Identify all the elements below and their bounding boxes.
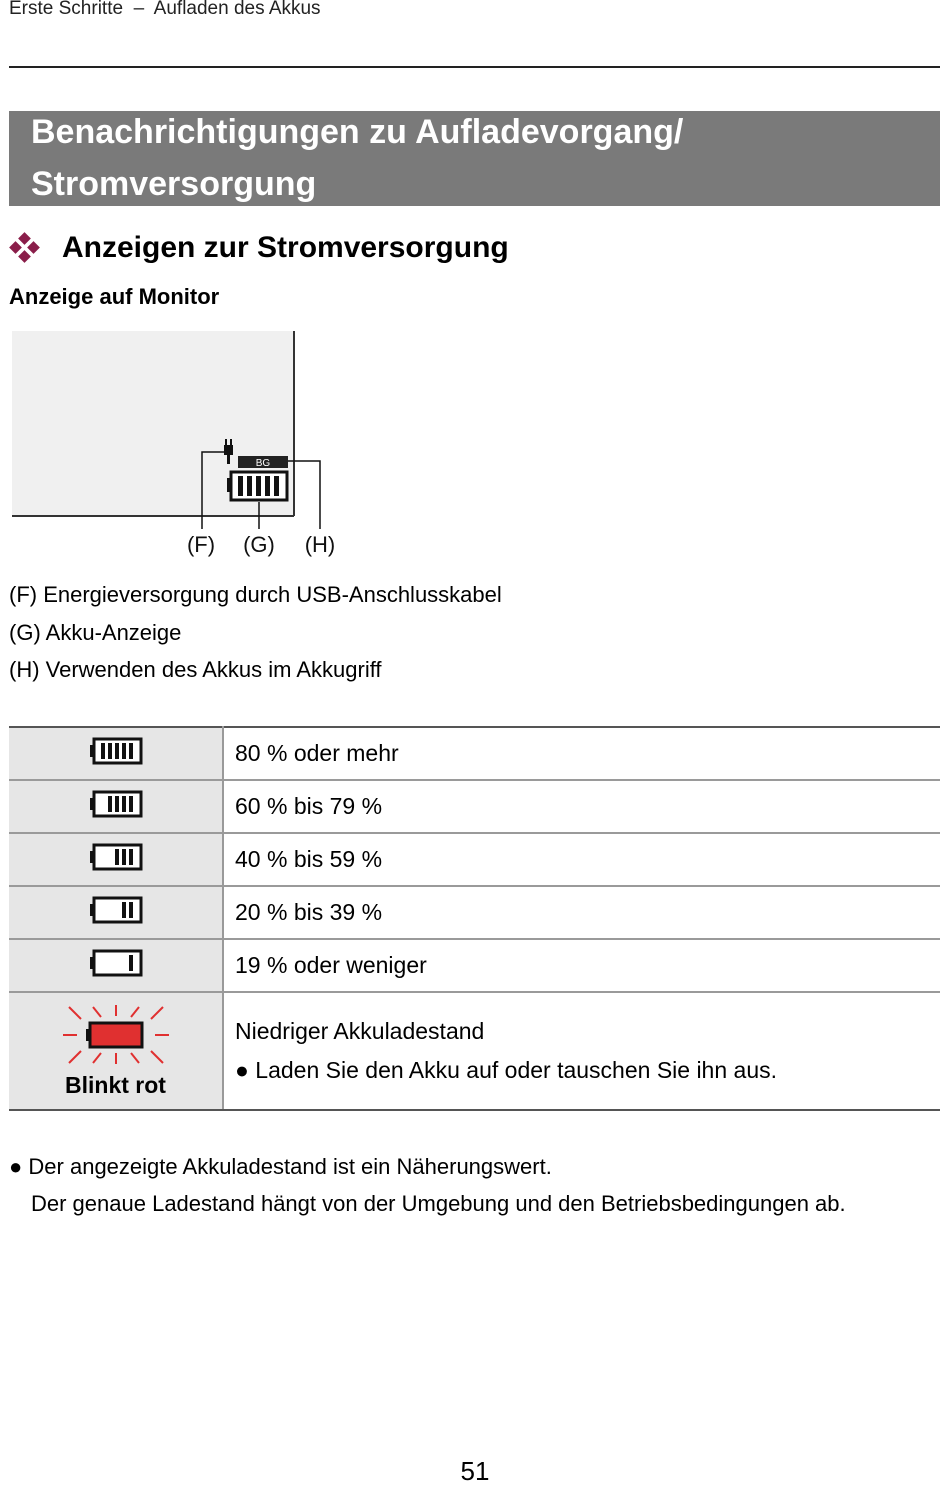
blink-red-label: Blinkt rot [65,1072,166,1098]
section-title-bar [9,111,940,206]
callout-f: (F) [186,532,216,557]
low-battery-bullet-text: Laden Sie den Akku auf oder tauschen Sie ihn aus. [255,1057,778,1083]
subsection-heading [10,226,509,270]
low-battery-bullet: ● Laden Sie den Akku auf oder tauschen Sie ihn aus. [235,1057,778,1083]
table-row [9,886,940,939]
page-number: 51 [460,1456,490,1486]
table-row [9,939,940,992]
low-battery-title: Niedriger Akkuladestand [235,1018,485,1044]
description-g: (G) Akku-Anzeige [9,620,182,645]
battery-grip-label [238,456,288,469]
table-row [9,780,940,833]
battery-indicator-icon [227,472,287,500]
table-row [9,992,940,1110]
battery-4-bars-icon [89,789,143,819]
diamond-cluster-icon [10,233,40,263]
note-line-1: Der angezeigte Akkuladestand ist ein Näherungswert. [28,1154,552,1179]
table-row [9,833,940,886]
battery-empty-blinking-icon [61,1003,171,1065]
table-row [9,727,940,780]
level-text: 40 % bis 59 % [223,833,940,886]
callout-h: (H) [304,532,336,557]
header-rule [9,66,940,68]
level-text: 80 % oder mehr [223,727,940,780]
subsection-title: Anzeigen zur Stromversorgung [62,231,509,264]
battery-2-bars-icon [89,895,143,925]
battery-level-table [9,726,940,1111]
level-text: 20 % bis 39 % [223,886,940,939]
section-title-line-1: Benachrichtigungen zu Aufladevorgang/ [31,113,684,151]
breadcrumb: Erste Schritte – Aufladen des Akkus [9,0,321,19]
bg-label-text: BG [255,458,271,469]
section-title-line-2: Stromversorgung [31,165,317,203]
level-text: 60 % bis 79 % [223,780,940,833]
monitor-diagram [12,331,336,561]
note-line-2: Der genaue Ladestand hängt von der Umgebung und den Betriebsbedingungen ab. [31,1191,846,1216]
callout-g: (G) [243,532,275,557]
description-f: (F) Energieversorgung durch USB-Anschlusskabel [9,582,502,607]
battery-1-bar-icon [89,948,143,978]
battery-3-bars-icon [89,842,143,872]
note-bullet: ● Der angezeigte Akkuladestand ist ein Näherungswert. [9,1154,552,1179]
monitor-label: Anzeige auf Monitor [9,284,220,309]
description-h: (H) Verwenden des Akkus im Akkugriff [9,657,382,682]
battery-5-bars-icon [89,736,143,766]
level-text: 19 % oder weniger [223,939,940,992]
